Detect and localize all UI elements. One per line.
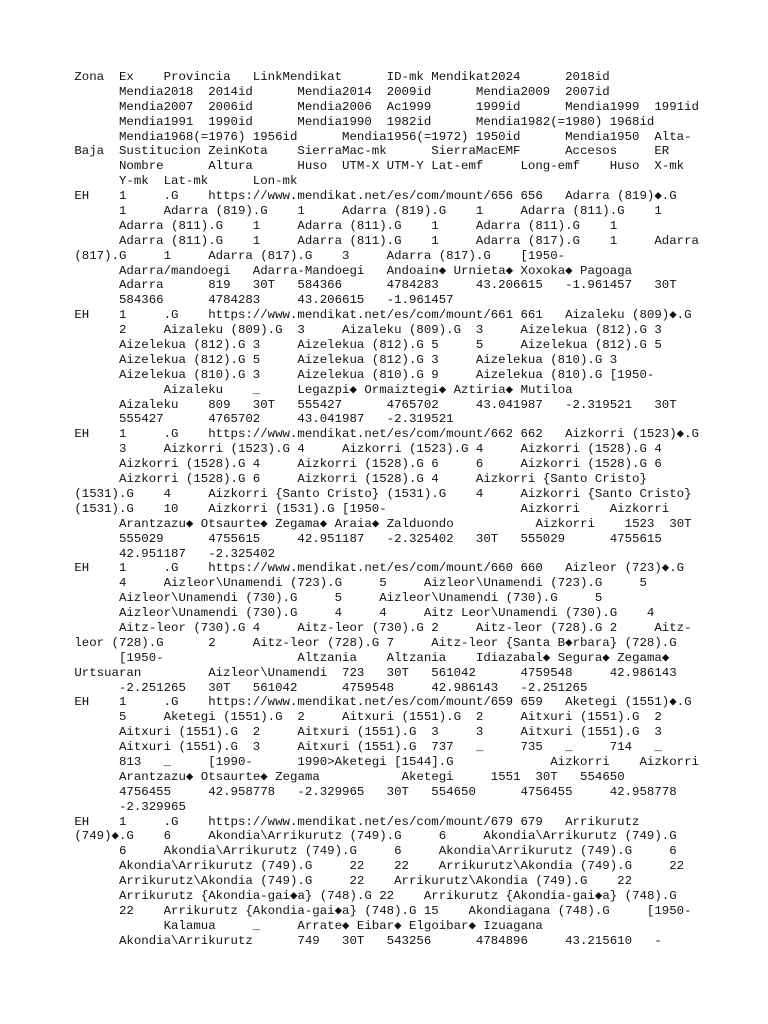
text-line: -2.329965	[0, 799, 186, 814]
text-line: Aitxuri (1551).G 2 Aitxuri (1551).G 3 3 Aitxuri (1551).G 3	[0, 725, 662, 740]
text-line: EH 1 .G https://www.mendikat.net/es/com/mount/662 662 Aizkorri (1523)◆.G	[0, 427, 699, 442]
text-line: 4756455 42.958778 -2.329965 30T 554650 4756455 42.958778	[0, 784, 677, 799]
text-line: Arantzazu◆ Otsaurte◆ Zegama Aketegi 1551 30T 554650	[0, 769, 625, 784]
text-line: (1531).G 4 Aizkorri {Santo Cristo} (1531).G 4 Aizkorri {Santo Cristo}	[0, 486, 692, 501]
text-line: EH 1 .G https://www.mendikat.net/es/com/mount/661 661 Aizaleku (809)◆.G	[0, 308, 692, 323]
text-line: Nombre Altura Huso UTM-X UTM-Y Lat-emf Long-emf Huso X-mk	[0, 159, 685, 174]
text-line: EH 1 .G https://www.mendikat.net/es/com/mount/679 679 Arrikurutz	[0, 814, 640, 829]
text-line: (749)◆.G 6 Akondia\Arrikurutz (749).G 6 Akondia\Arrikurutz (749).G	[0, 829, 677, 844]
text-line: Arantzazu◆ Otsaurte◆ Zegama◆ Araia◆ Zalduondo Aizkorri 1523 30T	[0, 516, 692, 531]
text-line: Urtsuaran Aizleor\Unamendi 723 30T 561042 4759548 42.986143	[0, 665, 677, 680]
text-line: leor (728).G 2 Aitz-leor (728).G 7 Aitz-leor {Santa B◆rbara} (728).G	[0, 635, 677, 650]
text-line: 42.951187 -2.325402	[0, 546, 276, 561]
text-line: Aizkorri (1528).G 6 Aizkorri (1528).G 4 Aizkorri {Santo Cristo}	[0, 472, 647, 487]
text-line: (817).G 1 Adarra (817).G 3 Adarra (817).G [1950-	[0, 248, 566, 263]
text-line: EH 1 .G https://www.mendikat.net/es/com/mount/659 659 Aketegi (1551)◆.G	[0, 695, 692, 710]
text-line: Akondia\Arrikurutz (749).G 22 22 Arrikurutz\Akondia (749).G 22	[0, 859, 685, 874]
text-line: 2 Aizaleku (809).G 3 Aizaleku (809).G 3 Aizelekua (812).G 3	[0, 323, 662, 338]
text-line: Aizelekua (812).G 3 Aizelekua (812).G 5 5 Aizelekua (812).G 5	[0, 338, 662, 353]
text-line: 6 Akondia\Arrikurutz (749).G 6 Akondia\Arrikurutz (749).G 6	[0, 844, 677, 859]
text-line: Zona Ex Provincia LinkMendikat ID-mk Mendikat2024 2018id	[0, 70, 610, 84]
text-line: 3 Aizkorri (1523).G 4 Aizkorri (1523).G 4 Aizkorri (1528).G 4	[0, 442, 662, 457]
text-line: 555427 4765702 43.041987 -2.319521	[0, 412, 454, 427]
text-line: Mendia1991 1990id Mendia1990 1982id Mendia1982(=1980) 1968id	[0, 114, 655, 129]
text-line: 555029 4755615 42.951187 -2.325402 30T 555029 4755615	[0, 531, 662, 546]
text-line: EH 1 .G https://www.mendikat.net/es/com/mount/656 656 Adarra (819)◆.G	[0, 189, 677, 204]
text-line: 22 Arrikurutz {Akondia-gai◆a} (748).G 15 Akondiagana (748).G [1950-	[0, 903, 692, 918]
text-line: Aizelekua (812).G 5 Aizelekua (812).G 3 Aizelekua (810).G 3	[0, 352, 618, 367]
text-line: [1950- Altzania Altzania Idiazabal◆ Segura◆ Zegama◆	[0, 650, 670, 665]
text-line: Y-mk Lat-mk Lon-mk	[0, 174, 298, 189]
text-line: Mendia2007 2006id Mendia2006 Ac1999 1999id Mendia1999 1991id	[0, 99, 699, 114]
text-line: Aitz-leor (730).G 4 Aitz-leor (730).G 2 Aitz-leor (728).G 2 Aitz-	[0, 620, 692, 635]
text-line: Aitxuri (1551).G 3 Aitxuri (1551).G 737 _ 735 _ 714 _	[0, 740, 662, 755]
text-line: Akondia\Arrikurutz 749 30T 543256 4784896 43.215610 -	[0, 933, 662, 948]
text-line: 1 Adarra (819).G 1 Adarra (819).G 1 Adarra (811).G 1	[0, 204, 662, 219]
document-text	[0, 70, 768, 949]
text-line: Aizleor\Unamendi (730).G 4 4 Aitz Leor\Unamendi (730).G 4	[0, 606, 655, 621]
text-line: Baja Sustitucion ZeinKota SierraMac-mk SierraMacEMF Accesos ER	[0, 144, 670, 159]
text-line: Aizkorri (1528).G 4 Aizkorri (1528).G 6 6 Aizkorri (1528).G 6	[0, 457, 662, 472]
text-line: EH 1 .G https://www.mendikat.net/es/com/mount/660 660 Aizleor (723)◆.G	[0, 561, 685, 576]
text-line: Aizelekua (810).G 3 Aizelekua (810).G 9 Aizelekua (810).G [1950-	[0, 367, 655, 382]
text-line: Arrikurutz\Akondia (749).G 22 Arrikurutz\Akondia (749).G 22	[0, 874, 633, 889]
text-line: Mendia1968(=1976) 1956id Mendia1956(=1972) 1950id Mendia1950 Alta-	[0, 129, 692, 144]
text-line: 584366 4784283 43.206615 -1.961457	[0, 293, 454, 308]
text-line: -2.251265 30T 561042 4759548 42.986143 -2.251265	[0, 680, 588, 695]
text-line: Adarra/mandoegi Adarra-Mandoegi Andoain◆ Urnieta◆ Xoxoka◆ Pagoaga	[0, 263, 633, 278]
text-line: (1531).G 10 Aizkorri (1531).G [1950- Aizkorri Aizkorri	[0, 501, 670, 516]
text-line: Aizleor\Unamendi (730).G 5 Aizleor\Unamendi (730).G 5	[0, 591, 603, 606]
text-line: Kalamua _ Arrate◆ Eibar◆ Elgoibar◆ Izuagana	[0, 918, 543, 933]
text-line: Aizaleku _ Legazpi◆ Ormaiztegi◆ Aztiria◆ Mutiloa	[0, 382, 573, 397]
text-line: Adarra (811).G 1 Adarra (811).G 1 Adarra (817).G 1 Adarra	[0, 233, 699, 248]
text-line: 4 Aizleor\Unamendi (723).G 5 Aizleor\Unamendi (723).G 5	[0, 576, 647, 591]
text-line: 813 _ [1990- 1990>Aketegi [1544].G Aizkorri Aizkorri	[0, 754, 699, 769]
text-line: Aizaleku 809 30T 555427 4765702 43.041987 -2.319521 30T	[0, 397, 677, 412]
text-line: Adarra 819 30T 584366 4784283 43.206615 -1.961457 30T	[0, 278, 677, 293]
text-line: Mendia2018 2014id Mendia2014 2009id Mendia2009 2007id	[0, 84, 610, 99]
text-line: Arrikurutz {Akondia-gai◆a} (748).G 22 Arrikurutz {Akondia-gai◆a} (748).G	[0, 888, 677, 903]
text-line: Adarra (811).G 1 Adarra (811).G 1 Adarra (811).G 1	[0, 218, 618, 233]
text-line: 5 Aketegi (1551).G 2 Aitxuri (1551).G 2 Aitxuri (1551).G 2	[0, 710, 662, 725]
